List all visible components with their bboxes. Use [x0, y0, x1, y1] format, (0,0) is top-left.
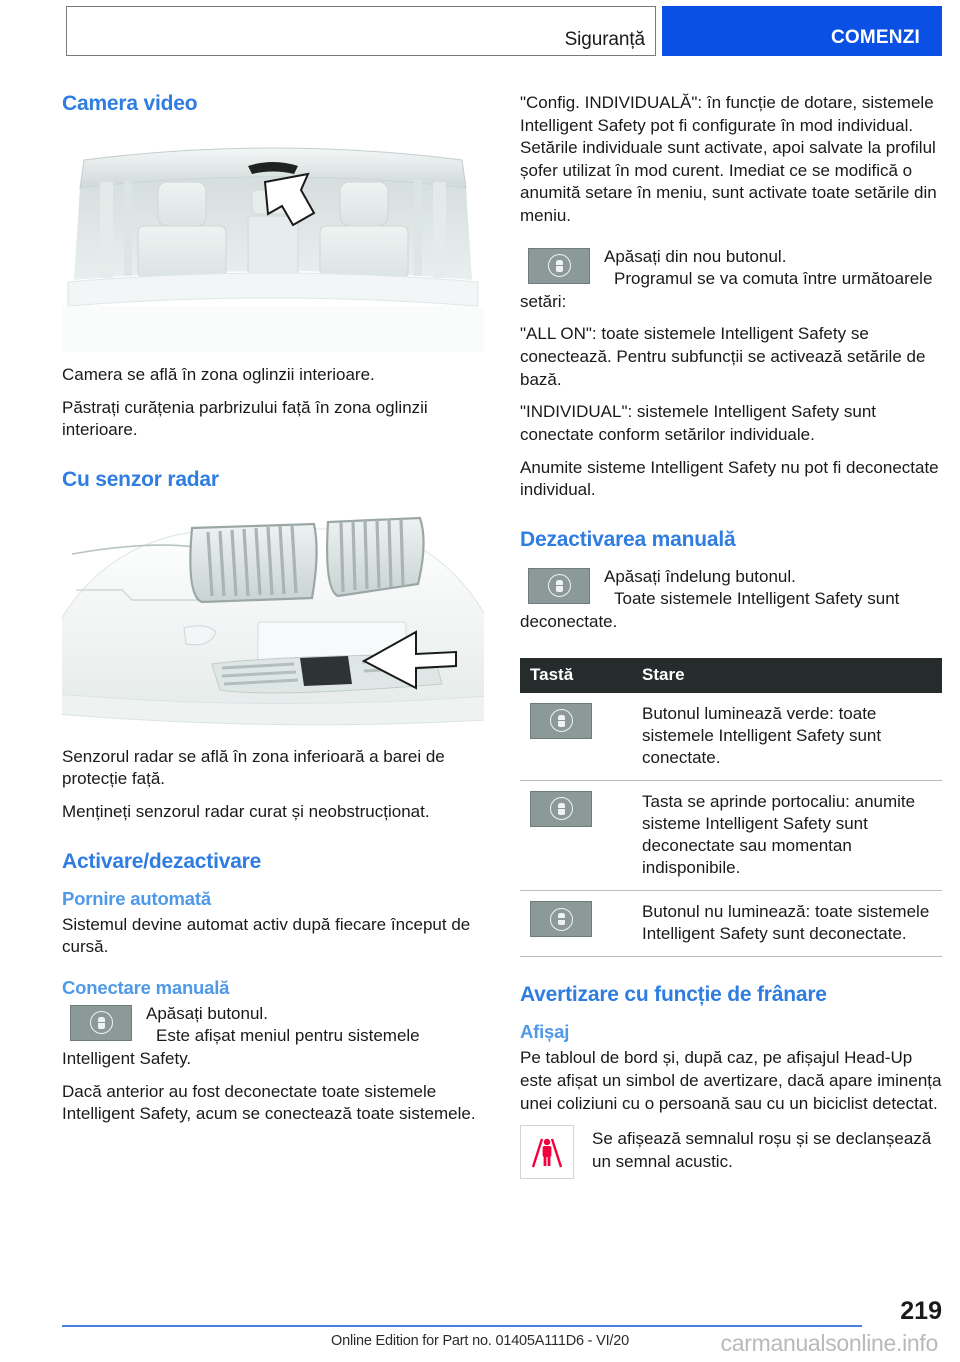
table-row — [520, 780, 942, 890]
heading-manual-deactivation: Dezactivarea manuală — [520, 527, 736, 551]
pedestrian-collision-warning-icon — [520, 1125, 574, 1179]
camera-paragraph-2: Păstrați curățenia parbrizului față în zona oglinzii interioare. — [62, 397, 428, 440]
manual-connect-step — [62, 1003, 484, 1071]
heading-manual-connect: Conectare manuală — [62, 976, 230, 998]
all-on-paragraph: "ALL ON": toate sistemele Intelligent Safety se conectează. Pentru subfuncții se activează setările de bază. — [520, 324, 926, 389]
table-header-key: Tastă — [520, 658, 632, 693]
heading-display: Afișaj — [520, 1021, 570, 1043]
display-paragraph: Pe tabloul de bord și, după caz, pe afișajul Head-Up este afișat un simbol de avertizare, dacă apare iminența unei coliziuni cu o persoană sau cu un biciclist detectat. — [520, 1048, 942, 1113]
manual-step-line-1: Apăsați butonul. — [146, 1003, 268, 1023]
heading-auto-start: Pornire automată — [62, 887, 211, 909]
header-section-tab[interactable] — [662, 6, 942, 56]
page-number: 219 — [900, 1297, 942, 1325]
intelligent-safety-button-icon — [530, 901, 592, 937]
heading-braking-warning: Avertizare cu funcție de frânare — [520, 983, 827, 1007]
footer-note: Online Edition for Part no. 01405A111D6 - VI/20 — [331, 1333, 629, 1349]
header-chapter-box — [66, 6, 656, 56]
table-row — [520, 891, 942, 957]
auto-start-paragraph: Sistemul devine automat activ după fiecare început de cursă. — [62, 914, 471, 957]
car-front-illustration — [62, 506, 484, 734]
config-individual-paragraph: "Config. INDIVIDUALĂ": în funcție de dotare, sistemele Intelligent Safety pot fi configurate în mod individual. Setările individuale sunt activate, apoi salvate la profilul șofer utilizat în mod curent. Imediat ce se modifică o anumită setare în meniu, sunt activate toate setările din meniu. — [520, 93, 937, 226]
intelligent-safety-button-icon — [530, 703, 592, 739]
deactivate-line-2: Toate sistemele Intelligent Safety sunt deconectate. — [520, 589, 900, 631]
chapter-title: Siguranță — [564, 29, 645, 50]
left-column — [62, 92, 484, 1179]
table-cell-state: Tasta se aprinde portocaliu: anumite sisteme Intelligent Safety sunt deconectate sau momentan indisponibile. — [632, 780, 942, 890]
individual-paragraph: "INDIVIDUAL": sistemele Intelligent Safety sunt conectate conform setărilor individuale. — [520, 402, 876, 444]
footer-rule — [62, 1325, 862, 1327]
radar-paragraph-1: Senzorul radar se află în zona inferioară a barei de protecție față. — [62, 746, 445, 789]
table-cell-state: Butonul luminează verde: toate sistemele Intelligent Safety sunt conectate. — [632, 693, 942, 781]
table-row — [520, 693, 942, 781]
heading-camera-video: Camera video — [62, 92, 198, 115]
section-title: COMENZI — [830, 27, 920, 48]
heading-activate-deactivate: Activare/dezactivare — [62, 849, 262, 873]
table-cell-key — [520, 693, 632, 781]
page-header — [66, 6, 942, 56]
camera-paragraph-1: Camera se află în zona oglinzii interioare. — [62, 365, 375, 384]
table-cell-key — [520, 891, 632, 957]
content-columns — [62, 92, 942, 1179]
deactivate-line-1: Apăsați îndelung butonul. — [604, 566, 796, 586]
car-interior-illustration — [62, 130, 484, 352]
warning-signal-text: Se afișează semnalul roșu și se declanșează un semnal acustic. — [592, 1129, 932, 1171]
heading-radar-sensor: Cu senzor radar — [62, 467, 219, 491]
intelligent-safety-button-icon — [528, 248, 590, 284]
key-state-table — [520, 658, 942, 958]
figure-radar-location — [62, 506, 484, 734]
warning-signal-row — [520, 1125, 942, 1179]
intelligent-safety-button-icon — [528, 568, 590, 604]
intelligent-safety-button-icon — [530, 791, 592, 827]
figure-camera-location — [62, 130, 484, 352]
press-again-line-1: Apăsați din nou butonul. — [604, 246, 787, 266]
manual-step-line-2: Este afișat meniul pentru sistemele Intelligent Safety. — [62, 1026, 420, 1069]
deactivate-step — [520, 566, 942, 634]
press-again-step — [520, 246, 942, 314]
table-header-state: Stare — [632, 658, 942, 693]
table-header-row — [520, 658, 942, 693]
cannot-deactivate-paragraph: Anumite sisteme Intelligent Safety nu pot fi deconectate individual. — [520, 457, 939, 500]
site-watermark: carmanualsonline.info — [720, 1330, 938, 1356]
press-again-line-2: Programul se va comuta între următoarele setări: — [520, 269, 933, 311]
manual-connect-paragraph: Dacă anterior au fost deconectate toate sistemele Intelligent Safety, acum se conectează toate sistemele. — [62, 1081, 476, 1124]
table-cell-key — [520, 780, 632, 890]
right-column — [520, 92, 942, 1179]
intelligent-safety-button-icon — [70, 1005, 132, 1041]
radar-paragraph-2: Mențineți senzorul radar curat și neobstrucționat. — [62, 802, 430, 822]
table-cell-state: Butonul nu luminează: toate sistemele Intelligent Safety sunt deconectate. — [632, 891, 942, 957]
